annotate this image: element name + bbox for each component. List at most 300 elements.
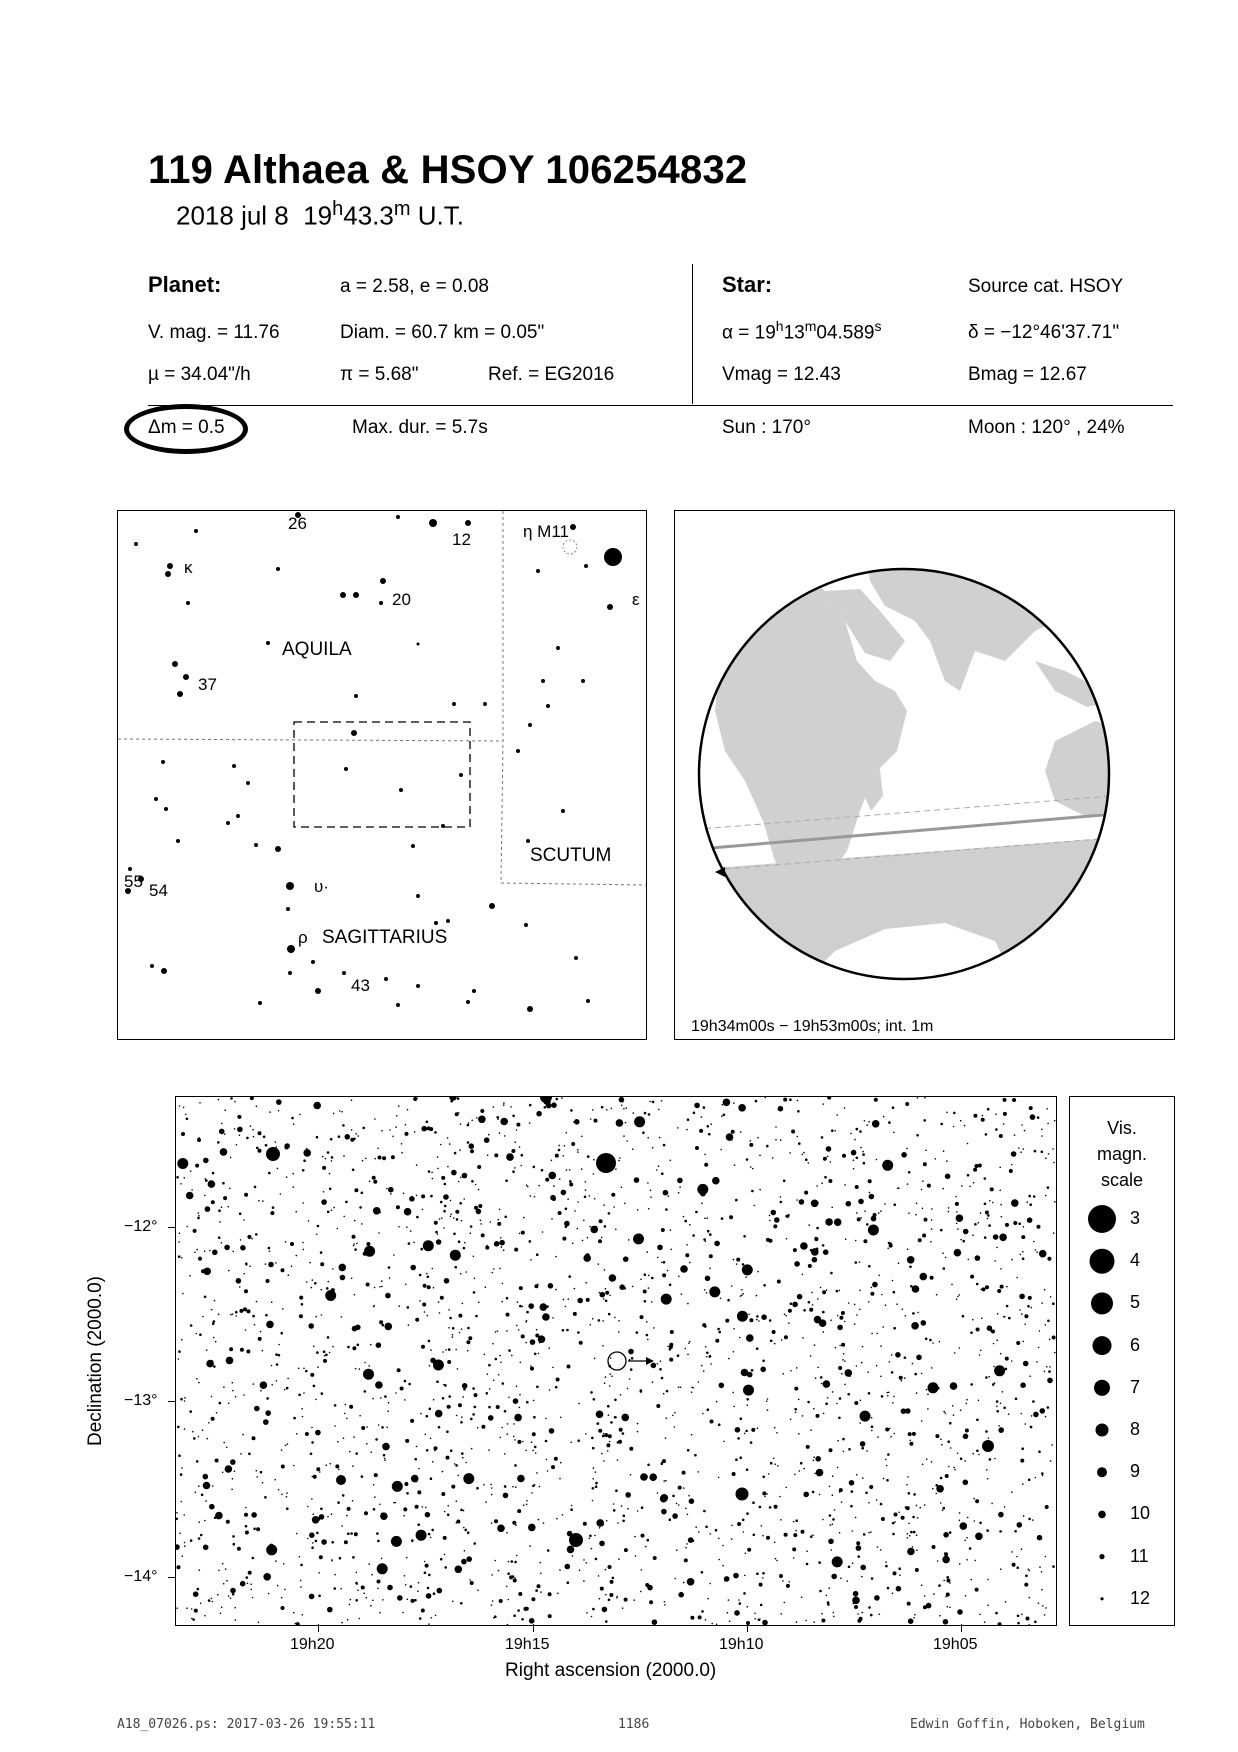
field-star [568,1275,571,1278]
field-star [871,1417,873,1419]
field-star [570,1508,573,1511]
field-star [852,1597,860,1605]
field-star [854,1605,858,1609]
field-star [526,1500,528,1502]
field-star [353,1243,355,1245]
field-star [244,1513,248,1517]
finder-star [526,839,530,843]
field-star [403,1193,405,1195]
xtick-mark-1915 [533,1624,534,1632]
field-star [518,1329,520,1331]
field-star [823,1413,825,1415]
field-star [1033,1412,1039,1418]
field-bright-star [736,1488,749,1501]
field-star [488,1415,494,1421]
magnitude-dot-9 [1097,1467,1107,1477]
field-star [907,1602,911,1606]
field-star [762,1572,765,1575]
field-star [446,1430,449,1433]
field-star [960,1457,963,1460]
field-star [674,1426,676,1428]
field-star [593,1159,595,1161]
field-star [695,1146,699,1150]
field-star [548,1283,554,1289]
field-star [355,1133,357,1135]
field-star [316,1136,319,1139]
field-star [473,1291,476,1294]
field-star [351,1129,353,1131]
field-star [341,1111,343,1113]
field-star [734,1164,736,1166]
field-star [311,1546,314,1549]
field-star [927,1393,929,1395]
field-star [608,1434,612,1438]
field-star [385,1323,393,1331]
field-star [461,1559,467,1565]
field-star [1021,1413,1023,1415]
field-star [193,1437,196,1440]
field-star [480,1223,482,1225]
field-star [666,1390,669,1393]
field-star [1024,1583,1028,1587]
field-star [191,1608,193,1610]
field-star [431,1529,434,1532]
field-star [908,1432,912,1436]
field-star [665,1437,667,1439]
field-star [1027,1201,1029,1203]
field-star [816,1185,818,1187]
field-star [922,1234,926,1238]
field-star [458,1403,462,1407]
field-star [834,1218,842,1226]
field-star [481,1425,485,1429]
field-star [426,1273,428,1275]
field-star [349,1405,353,1409]
field-star [209,1250,211,1252]
field-star [733,1573,739,1579]
field-star [661,1462,663,1464]
field-star [308,1323,314,1329]
field-star [587,1155,590,1158]
field-star [260,1471,263,1474]
field-star [762,1620,768,1625]
field-star [334,1404,337,1407]
field-star [827,1156,829,1158]
field-star [964,1460,966,1462]
field-star [447,1505,449,1507]
field-star [608,1565,612,1569]
field-star [842,1154,846,1158]
field-star [388,1187,394,1193]
field-star [647,1137,649,1139]
field-star [216,1412,218,1414]
field-star [1028,1518,1031,1521]
field-star [985,1376,988,1379]
field-star [821,1136,824,1139]
field-star [523,1217,525,1219]
field-star [353,1436,355,1438]
field-star [663,1190,669,1196]
field-star [612,1577,615,1580]
field-star [530,1339,536,1345]
field-star [469,1579,471,1581]
field-star [392,1136,394,1138]
field-star [798,1399,800,1401]
field-star [547,1470,549,1472]
field-star [701,1203,703,1205]
field-star [312,1516,320,1524]
field-star [600,1292,606,1298]
field-star [750,1441,753,1444]
field-star [218,1313,220,1315]
field-star [793,1248,797,1252]
field-star [486,1245,488,1247]
field-star [429,1365,431,1367]
field-star [209,1504,215,1510]
field-star [810,1429,812,1431]
field-star [746,1512,749,1515]
field-star [293,1186,295,1188]
field-star [528,1303,534,1309]
field-star [634,1116,645,1127]
field-star [746,1334,754,1342]
field-star [743,1592,746,1595]
field-star [524,1607,528,1611]
magnitude-dot-3 [1088,1205,1116,1233]
field-star [548,1592,552,1596]
field-star [430,1349,432,1351]
field-star [235,1396,237,1398]
field-star [609,1373,611,1375]
field-star [194,1609,198,1613]
field-star [226,1357,234,1365]
field-star [953,1112,956,1115]
field-star [530,1365,532,1367]
field-star [887,1392,889,1394]
field-star [626,1140,628,1142]
field-star [661,1100,663,1102]
field-star [931,1461,933,1463]
field-star [605,1291,609,1295]
field-star [623,1256,629,1262]
field-star [937,1560,939,1562]
field-star [729,1621,731,1623]
field-star [461,1220,463,1222]
label-12: 12 [452,530,471,549]
field-star [987,1604,989,1606]
field-star [530,1195,532,1197]
field-star [918,1238,922,1242]
field-star [836,1290,839,1293]
field-star [874,1595,880,1601]
field-star [709,1254,713,1258]
field-star [359,1618,361,1620]
field-star [268,1247,271,1250]
field-star [425,1512,431,1518]
field-star [912,1546,914,1548]
field-star [704,1218,706,1220]
field-star [1028,1296,1032,1300]
field-star [352,1346,356,1350]
field-star [583,1220,585,1222]
field-star [416,1446,418,1448]
field-star [514,1439,516,1441]
field-star [653,1327,655,1329]
field-star [830,1319,832,1321]
field-star [211,1200,215,1204]
field-star [593,1173,595,1175]
field-star [246,1137,249,1140]
field-star [456,1520,460,1524]
field-star [516,1386,518,1388]
field-star [649,1600,653,1604]
field-star [186,1607,188,1609]
field-star [704,1163,708,1167]
field-star [555,1289,557,1291]
field-star [721,1115,723,1117]
field-star [551,1218,553,1220]
field-star [769,1239,773,1243]
field-star [236,1315,238,1317]
field-star [429,1408,432,1411]
field-star [1027,1305,1030,1308]
field-star [760,1604,763,1607]
field-star [840,1577,842,1579]
field-star [783,1098,787,1102]
xtick-mark-1910 [747,1624,748,1632]
field-star [504,1216,507,1219]
field-star [609,1385,611,1387]
field-star [193,1229,197,1233]
field-star [850,1133,852,1135]
field-star [876,1333,878,1335]
field-star [1054,1352,1056,1354]
field-star [627,1388,629,1390]
field-star [615,1489,618,1492]
field-star [613,1206,615,1208]
field-star [223,1386,225,1388]
field-star [363,1369,374,1380]
field-star [812,1257,818,1263]
field-star [518,1592,522,1596]
field-star [1014,1134,1016,1136]
field-star [794,1474,796,1476]
field-star [981,1317,983,1319]
field-star [860,1147,862,1149]
field-star [876,1159,878,1161]
field-star [690,1616,694,1620]
field-star [1003,1123,1005,1125]
field-star [976,1419,979,1422]
field-star [720,1298,722,1300]
field-star [912,1432,916,1436]
field-star [621,1105,623,1107]
finder-star [570,524,576,530]
field-star [1001,1216,1003,1218]
field-star [811,1200,819,1208]
magnitude-label-10: 10 [1130,1503,1151,1524]
field-star [321,1199,327,1205]
field-star [784,1313,786,1315]
magnitude-label-3: 3 [1130,1208,1141,1228]
field-star [999,1190,1001,1192]
field-star [500,1362,502,1364]
xtick-label-1905: 19h05 [933,1636,978,1653]
field-star [645,1583,649,1587]
field-star [901,1408,907,1414]
field-star [282,1308,284,1310]
field-star [661,1172,664,1175]
field-star [202,1429,204,1431]
field-star [702,1413,704,1415]
field-star [263,1573,271,1581]
field-star [621,1187,623,1189]
field-star [539,1342,541,1344]
field-star [299,1296,303,1300]
field-star [197,1588,200,1591]
field-star [767,1398,769,1400]
field-star [177,1565,181,1569]
field-star [716,1624,718,1626]
field-star [569,1183,573,1187]
field-star [332,1346,334,1348]
field-star [240,1348,244,1352]
field-star [317,1366,319,1368]
field-star [546,1305,549,1308]
field-star [459,1332,461,1334]
field-star [248,1453,251,1456]
field-star [1003,1098,1007,1102]
field-star [325,1290,336,1301]
field-star [451,1485,455,1489]
field-star [316,1532,319,1535]
field-star [320,1289,322,1291]
field-star [957,1453,959,1455]
field-star [733,1102,735,1104]
field-star [217,1594,219,1596]
field-star [302,1614,304,1616]
field-star [705,1276,711,1282]
field-star [278,1354,281,1357]
field-star [492,1343,494,1345]
field-star [381,1286,383,1288]
field-star [381,1130,383,1132]
field-star [395,1392,397,1394]
field-star [403,1515,405,1517]
field-star [539,1486,541,1488]
field-star [859,1261,861,1263]
field-star [686,1129,688,1131]
field-star [309,1594,315,1600]
field-star [371,1574,373,1576]
field-star [899,1574,901,1576]
field-star [953,1467,955,1469]
field-star [420,1413,422,1415]
field-star [811,1248,819,1256]
field-star [817,1367,819,1369]
field-star [987,1108,990,1111]
field-star [318,1595,321,1598]
field-star [960,1239,962,1241]
field-star [323,1191,325,1193]
field-star [426,1121,429,1124]
field-star [424,1311,426,1313]
field-star [942,1509,944,1511]
field-star [447,1405,451,1409]
field-star [810,1535,813,1538]
field-star [468,1336,472,1340]
field-star [316,1351,319,1354]
field-star [821,1613,823,1615]
finder-star [183,674,189,680]
field-star [887,1587,890,1590]
field-star [771,1210,777,1216]
field-star [203,1545,209,1551]
field-star [829,1448,833,1452]
field-star [298,1394,301,1397]
field-stars [176,1097,1056,1625]
field-star [1012,1563,1016,1567]
field-star [1005,1357,1009,1361]
field-star [647,1464,650,1467]
field-star [996,1247,998,1249]
field-star [712,1177,720,1185]
field-star [956,1223,958,1225]
field-star [381,1558,383,1560]
field-star [1005,1224,1007,1226]
field-star [585,1189,587,1191]
field-star [224,1245,230,1251]
field-star [256,1147,259,1150]
field-star [447,1360,451,1364]
field-star [347,1346,350,1349]
field-star [232,1251,234,1253]
field-star [595,1482,598,1485]
field-star [337,1441,339,1443]
field-star [650,1196,652,1198]
field-star [624,1598,628,1602]
field-star [252,1597,254,1599]
field-star [865,1492,868,1495]
field-star [307,1538,309,1540]
field-star [387,1410,389,1412]
field-star [427,1126,431,1130]
field-star [887,1395,889,1397]
field-star [674,1578,676,1580]
field-star [313,1102,321,1110]
field-star [1011,1151,1017,1157]
field-star [929,1339,932,1342]
field-star [773,1458,775,1460]
field-star [921,1584,923,1586]
field-star [905,1315,907,1317]
field-star [256,1476,258,1478]
field-star [527,1186,529,1188]
field-star [723,1099,731,1107]
field-star [621,1505,623,1507]
field-star [202,1316,204,1318]
finder-star [353,592,359,598]
field-star [758,1619,761,1622]
field-star [493,1268,495,1270]
field-star [303,1249,305,1251]
field-star [869,1485,873,1489]
field-star [609,1593,613,1597]
field-star [1011,1259,1013,1261]
field-star [594,1358,596,1360]
field-star [943,1580,945,1582]
field-star [618,1331,620,1333]
